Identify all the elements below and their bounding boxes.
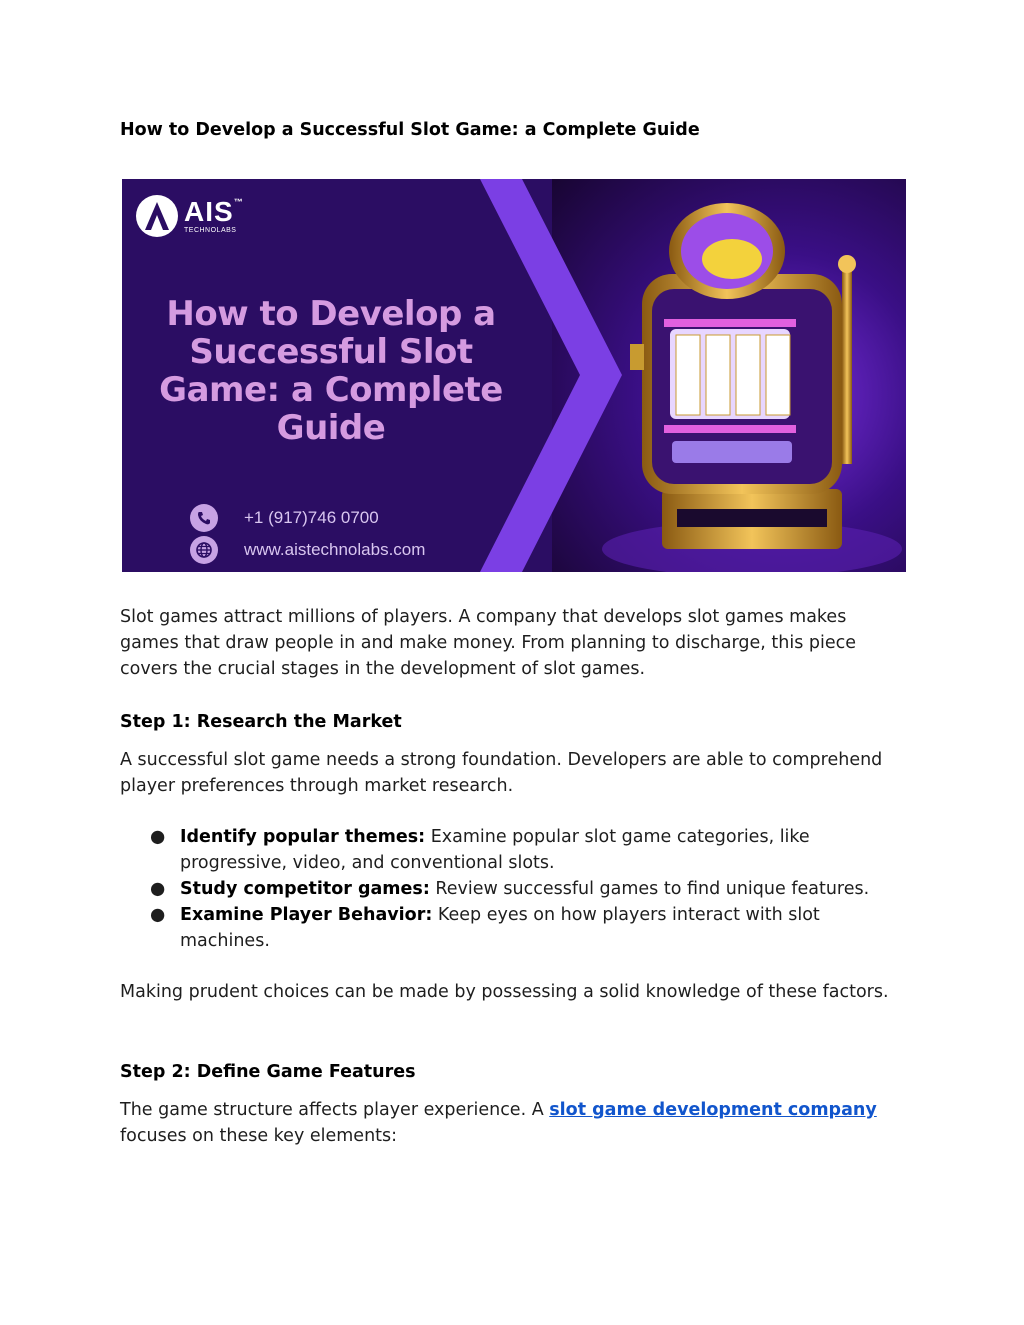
step1-bullet-list: [120, 824, 910, 954]
banner-phone: +1 (917)746 0700: [190, 504, 379, 532]
logo-name: AIS™: [184, 196, 244, 227]
step2-heading: Step 2: Define Game Features: [120, 1062, 416, 1082]
list-item: ● Identify popular themes: Examine popular slot game categories, like progressive, video, and conventional slots.: [150, 827, 810, 873]
logo-subtitle: TECHNOLABS: [184, 227, 237, 234]
globe-icon: [190, 536, 218, 564]
banner-heading: How to Develop a Successful Slot Game: a Complete Guide: [159, 294, 503, 448]
hero-banner-image: [122, 179, 906, 572]
document-title: How to Develop a Successful Slot Game: a Complete Guide: [120, 120, 700, 140]
step1-heading: Step 1: Research the Market: [120, 712, 402, 732]
slot-game-company-link[interactable]: slot game development company: [549, 1100, 877, 1120]
step1-intro: A successful slot game needs a strong foundation. Developers are able to comprehend player preferences through market research.: [120, 750, 883, 796]
list-item: ● Study competitor games: Review successful games to find unique features.: [150, 879, 870, 899]
intro-paragraph: Slot games attract millions of players. A company that develops slot games makes games that draw people in and make money. From planning to discharge, this piece covers the crucial stages in the development of slot games.: [120, 607, 857, 679]
list-item: ● Examine Player Behavior: Keep eyes on how players interact with slot machines.: [150, 905, 820, 951]
step1-outro: Making prudent choices can be made by possessing a solid knowledge of these factors.: [120, 982, 889, 1002]
logo-a-icon: [136, 195, 178, 237]
company-logo: [136, 195, 244, 237]
step2-paragraph: The game structure affects player experience. A slot game development company focuses on these key elements:: [120, 1100, 877, 1146]
phone-icon: [190, 504, 218, 532]
banner-website: www.aistechnolabs.com: [190, 536, 425, 564]
